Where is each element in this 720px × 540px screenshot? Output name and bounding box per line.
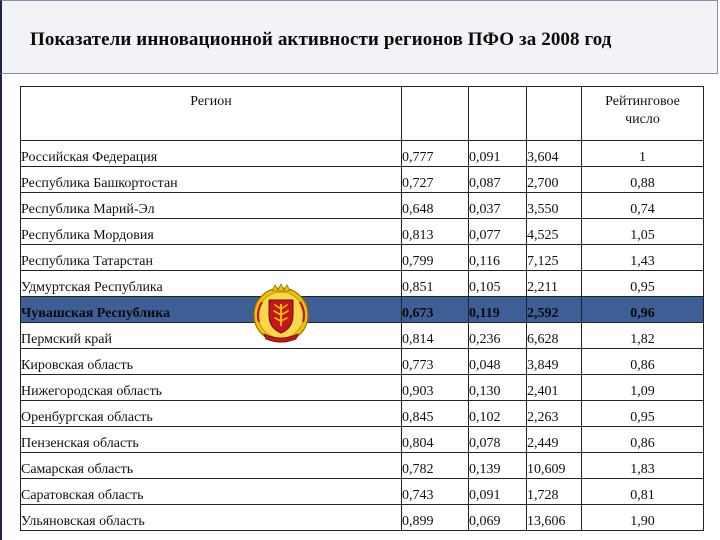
row-value-3: 10,609 [527, 453, 582, 479]
table-row [21, 479, 704, 505]
row-value-2: 0,116 [469, 245, 527, 271]
row-value-3: 3,849 [527, 349, 582, 375]
header-region: Регион [21, 87, 402, 141]
left-accent-rule [0, 74, 2, 540]
row-region-name: Республика Мордовия [21, 219, 402, 245]
row-value-1: 0,648 [402, 193, 469, 219]
table-row [21, 505, 704, 531]
row-rating: 0,95 [582, 401, 704, 427]
row-value-3: 4,525 [527, 219, 582, 245]
row-rating: 0,96 [582, 297, 704, 323]
table-header-row [21, 87, 704, 141]
row-rating: 1,82 [582, 323, 704, 349]
table-row [21, 349, 704, 375]
row-value-3: 13,606 [527, 505, 582, 531]
table-row [21, 427, 704, 453]
row-region-name: Республика Марий-Эл [21, 193, 402, 219]
row-rating: 1,05 [582, 219, 704, 245]
table-row [21, 271, 704, 297]
table-row [21, 193, 704, 219]
table-row [21, 219, 704, 245]
row-value-3: 2,211 [527, 271, 582, 297]
row-rating: 0,86 [582, 349, 704, 375]
row-value-2: 0,077 [469, 219, 527, 245]
row-region-name: Кировская область [21, 349, 402, 375]
row-region-name: Саратовская область [21, 479, 402, 505]
title-bar [0, 0, 718, 74]
table-row-highlighted [21, 297, 704, 323]
row-region-name: Пермский край [21, 323, 402, 349]
row-value-2: 0,091 [469, 141, 527, 167]
row-value-2: 0,069 [469, 505, 527, 531]
row-region-name: Пензенская область [21, 427, 402, 453]
row-value-1: 0,845 [402, 401, 469, 427]
row-value-3: 3,604 [527, 141, 582, 167]
row-rating: 1,90 [582, 505, 704, 531]
row-region-name: Самарская область [21, 453, 402, 479]
row-value-3: 2,700 [527, 167, 582, 193]
row-rating: 0,81 [582, 479, 704, 505]
row-rating: 1,09 [582, 375, 704, 401]
row-rating: 0,88 [582, 167, 704, 193]
row-region-name: Нижегородская область [21, 375, 402, 401]
page-title: Показатели инновационной активности регионов ПФО за 2008 год [30, 29, 612, 50]
table-row [21, 453, 704, 479]
row-value-1: 0,782 [402, 453, 469, 479]
row-value-2: 0,037 [469, 193, 527, 219]
row-region-name: Российская Федерация [21, 141, 402, 167]
row-value-2: 0,105 [469, 271, 527, 297]
row-value-3: 6,628 [527, 323, 582, 349]
header-blank [469, 87, 527, 141]
row-value-3: 2,592 [527, 297, 582, 323]
row-rating: 0,74 [582, 193, 704, 219]
chuvashia-coat-of-arms-icon [250, 282, 312, 344]
row-value-1: 0,777 [402, 141, 469, 167]
row-value-1: 0,903 [402, 375, 469, 401]
table-row [21, 245, 704, 271]
row-region-name: Республика Татарстан [21, 245, 402, 271]
row-value-1: 0,799 [402, 245, 469, 271]
row-value-1: 0,673 [402, 297, 469, 323]
row-value-2: 0,078 [469, 427, 527, 453]
row-value-2: 0,048 [469, 349, 527, 375]
row-value-2: 0,139 [469, 453, 527, 479]
row-value-1: 0,851 [402, 271, 469, 297]
row-value-1: 0,804 [402, 427, 469, 453]
row-value-3: 2,401 [527, 375, 582, 401]
row-value-3: 2,449 [527, 427, 582, 453]
header-rating: Рейтинговое число [582, 87, 704, 141]
row-value-1: 0,899 [402, 505, 469, 531]
row-value-2: 0,102 [469, 401, 527, 427]
row-value-3: 2,263 [527, 401, 582, 427]
row-region-name: Ульяновская область [21, 505, 402, 531]
indicators-table [20, 86, 704, 531]
row-rating: 0,95 [582, 271, 704, 297]
table-row [21, 167, 704, 193]
header-blank [402, 87, 469, 141]
row-value-2: 0,119 [469, 297, 527, 323]
table-row [21, 323, 704, 349]
row-value-2: 0,091 [469, 479, 527, 505]
row-value-1: 0,814 [402, 323, 469, 349]
table-row [21, 141, 704, 167]
row-value-3: 3,550 [527, 193, 582, 219]
row-region-name: Республика Башкортостан [21, 167, 402, 193]
row-region-name: Удмуртская Республика [21, 271, 402, 297]
table-row [21, 375, 704, 401]
row-value-1: 0,773 [402, 349, 469, 375]
row-value-3: 7,125 [527, 245, 582, 271]
row-value-2: 0,087 [469, 167, 527, 193]
row-value-1: 0,727 [402, 167, 469, 193]
row-rating: 0,86 [582, 427, 704, 453]
row-value-1: 0,743 [402, 479, 469, 505]
row-value-1: 0,813 [402, 219, 469, 245]
header-blank [527, 87, 582, 141]
row-region-name: Оренбургская область [21, 401, 402, 427]
table-row [21, 401, 704, 427]
row-value-2: 0,236 [469, 323, 527, 349]
row-value-2: 0,130 [469, 375, 527, 401]
row-rating: 1,43 [582, 245, 704, 271]
row-region-name: Чувашская Республика [21, 297, 402, 323]
row-rating: 1,83 [582, 453, 704, 479]
row-rating: 1 [582, 141, 704, 167]
row-value-3: 1,728 [527, 479, 582, 505]
